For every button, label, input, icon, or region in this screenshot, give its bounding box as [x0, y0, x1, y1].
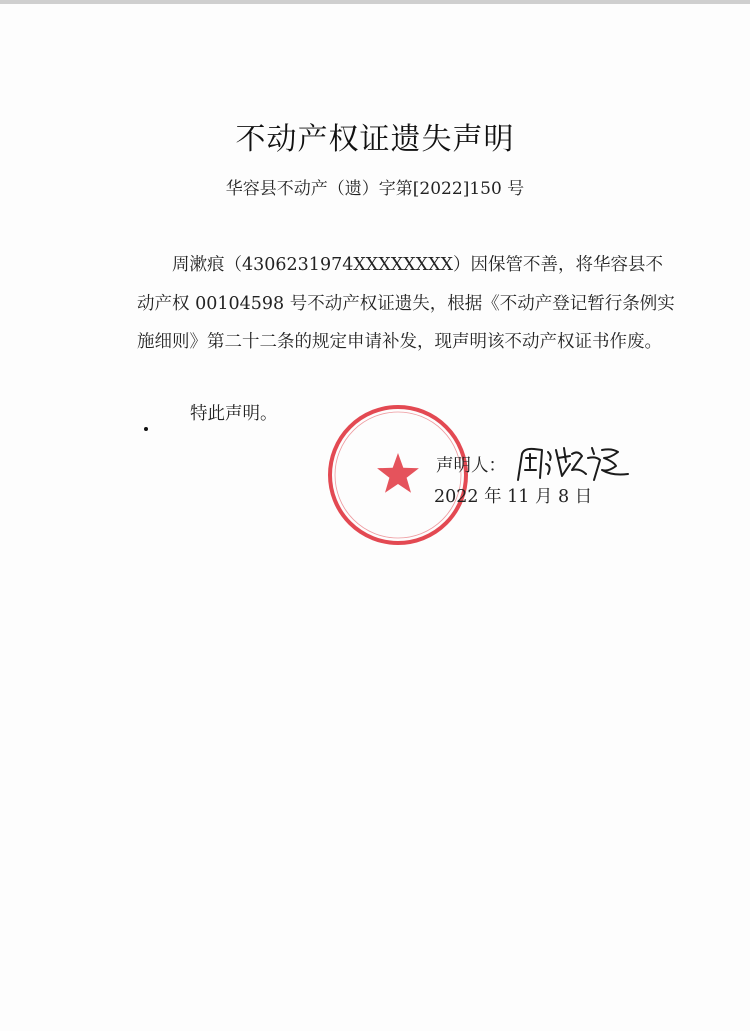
document-title: 不动产权证遗失声明 — [235, 122, 515, 157]
ink-dot — [144, 427, 148, 431]
declarant-label: 声明人： — [436, 455, 506, 476]
closing-statement: 特此声明。 — [190, 404, 278, 424]
document-number: 华容县不动产（遗）字第[2022]150 号 — [225, 179, 525, 199]
declarant-line — [436, 440, 632, 488]
declaration-body: 周漱痕（4306231974XXXXXXXX）因保管不善，将华容县不动产权 00104598 号不动产权证遗失，根据《不动产登记暂行条例实施细则》第二十二条的规定申请补发，现声明该不动产权证书作废。 — [137, 255, 675, 352]
page-top-edge — [0, 0, 750, 4]
declaration-date: 2022 年 11 月 8 日 — [434, 487, 593, 507]
handwritten-signature — [512, 440, 632, 488]
